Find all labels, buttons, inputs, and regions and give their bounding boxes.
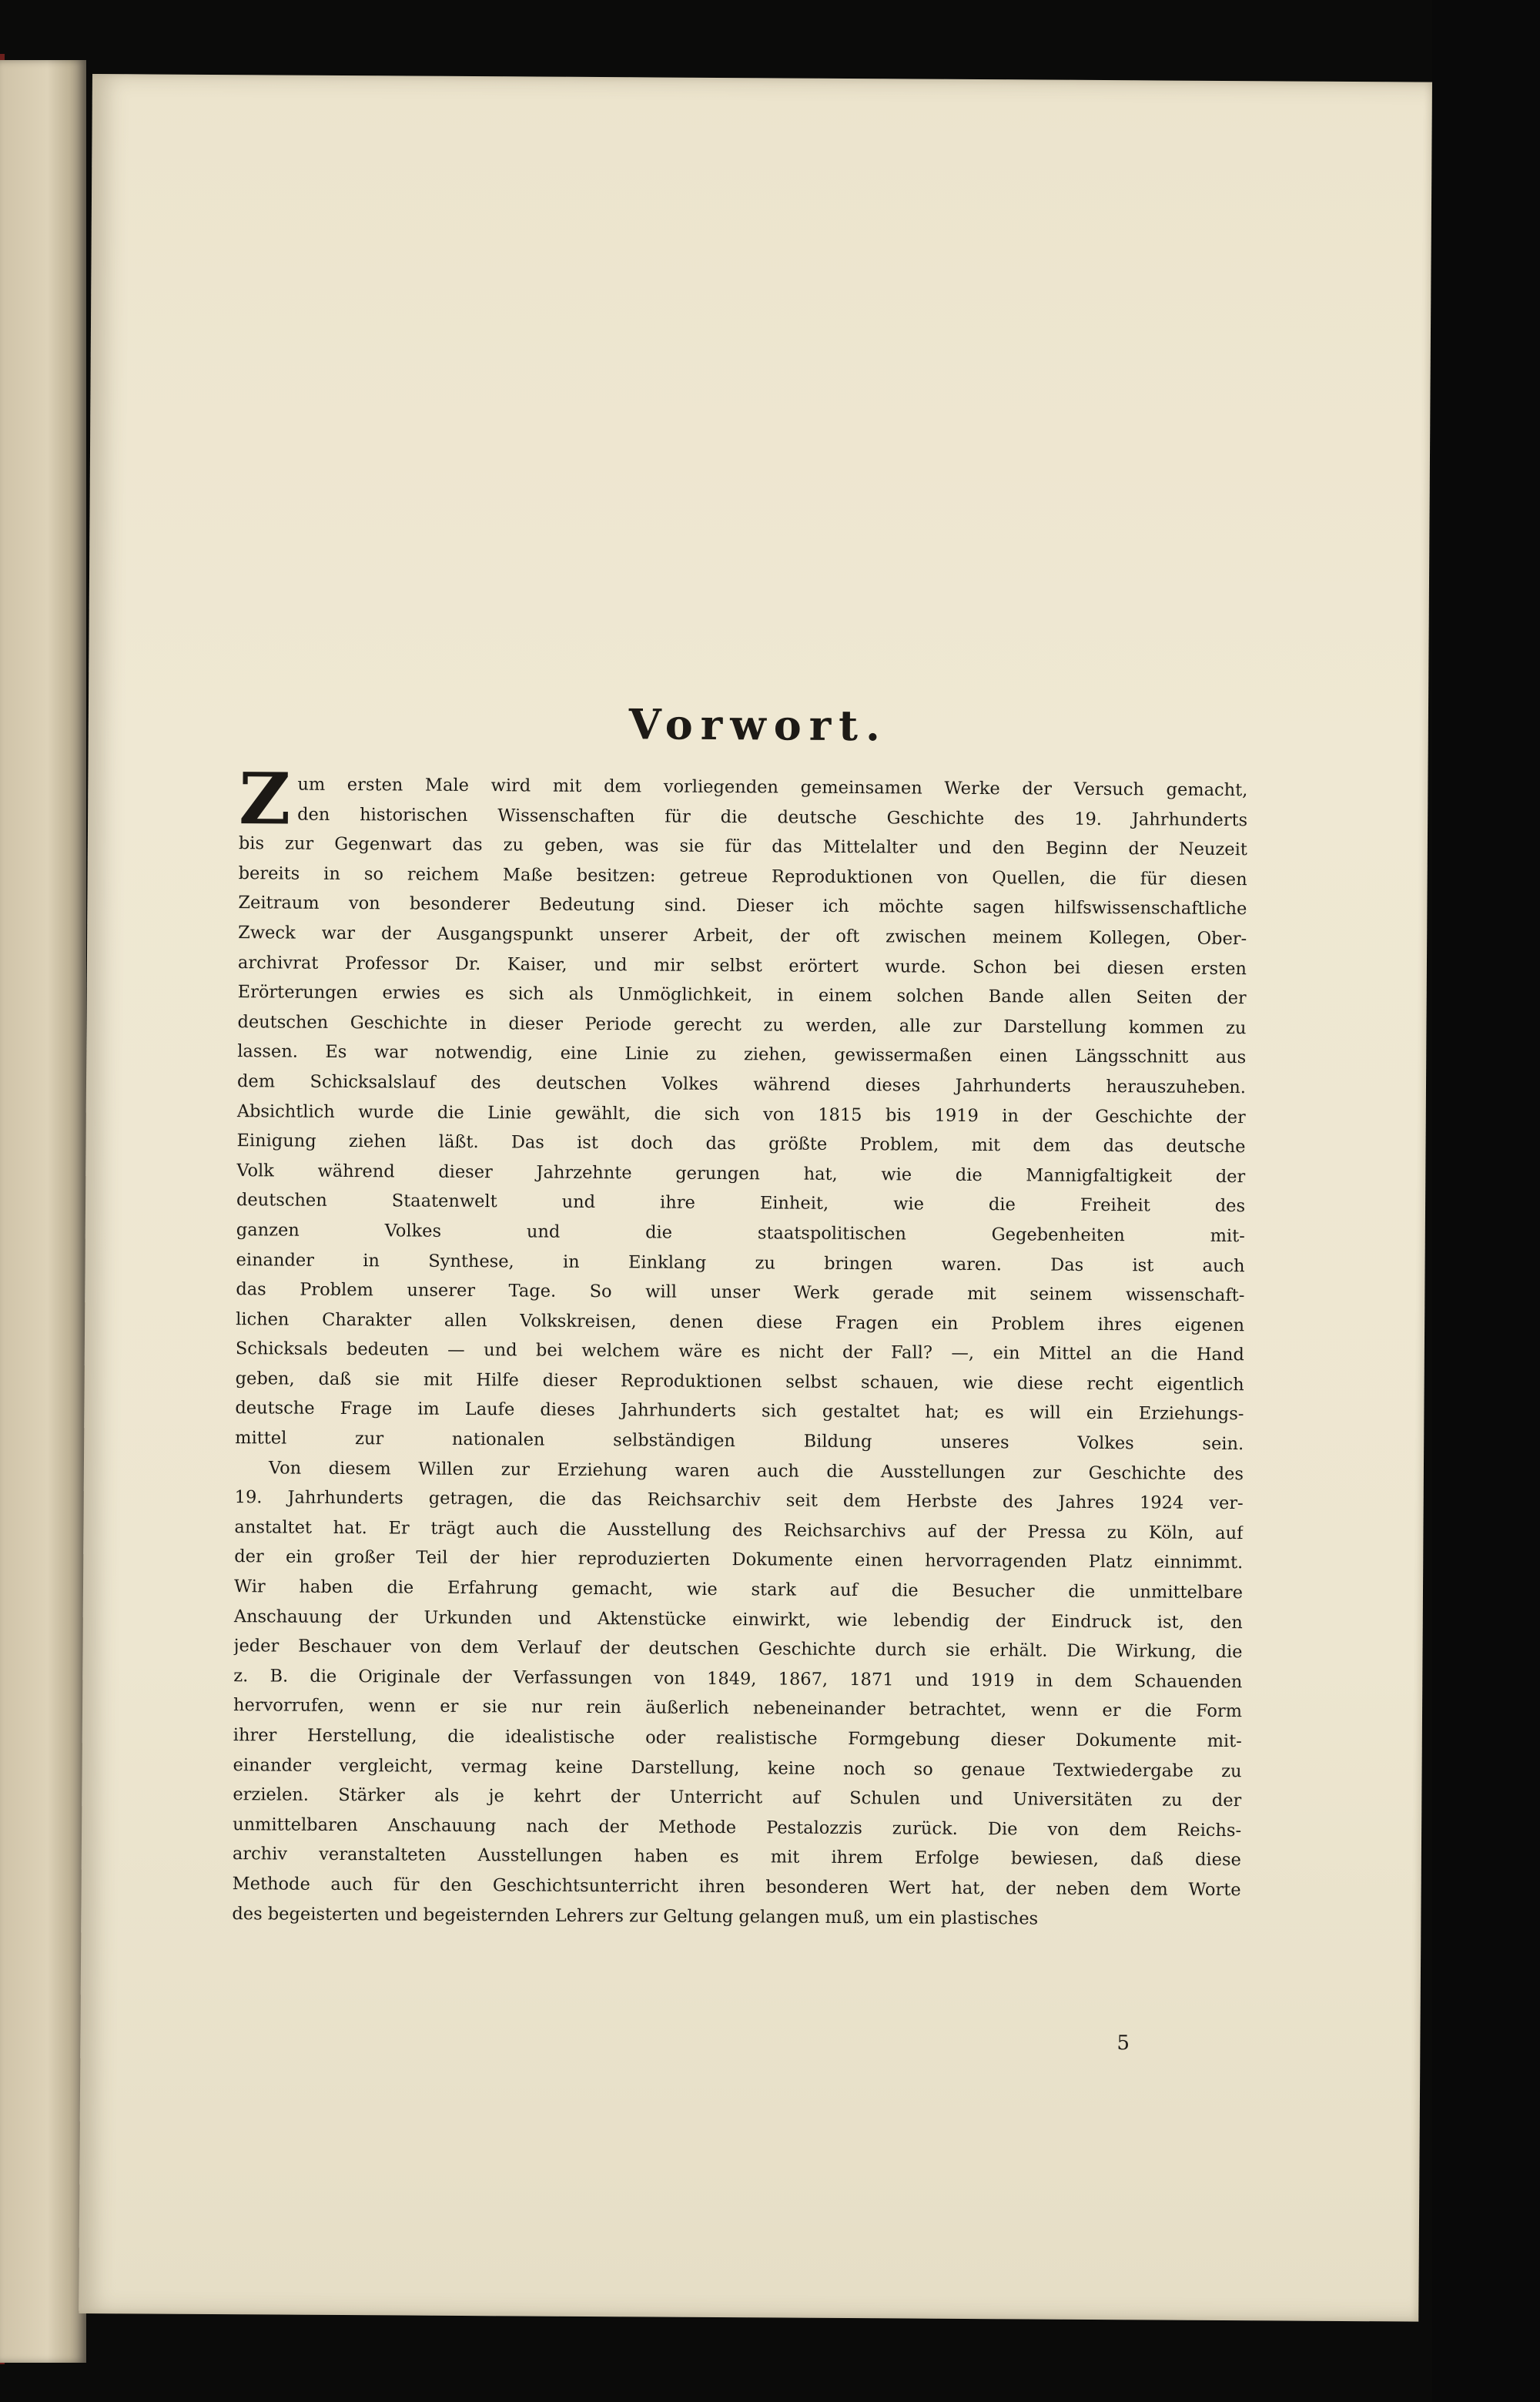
text-line: 19. Jahrhunderts getragen, die das Reichsarchiv seit dem Herbste des Jahres 1924 ver-: [234, 1487, 1244, 1514]
drop-cap: Z: [238, 757, 291, 841]
text-line: einander in Synthese, in Einklang zu bringen waren. Das ist auch: [236, 1249, 1245, 1276]
text-line: deutsche Frage im Laufe dieses Jahrhunderts sich gestaltet hat; es will ein Erziehungs-: [235, 1398, 1244, 1425]
text-line: anstaltet hat. Er trägt auch die Ausstellung des Reichsarchivs auf der Pressa zu Köln, auf: [234, 1517, 1244, 1544]
text-line: bis zur Gegenwart das zu geben, was sie für das Mittelalter und den Beginn der Neuzeit: [238, 833, 1247, 860]
body-text: [232, 757, 1248, 1935]
text-line: um ersten Male wird mit dem vorliegenden gemeinsamen Werke der Versuch gemacht,: [297, 774, 1248, 801]
text-line: archiv veranstalteten Ausstellungen haben es mit ihrem Erfolge bewiesen, daß diese: [232, 1844, 1241, 1871]
text-line: geben, daß sie mit Hilfe dieser Reproduktionen selbst schauen, wie diese recht eigentlich: [235, 1369, 1244, 1395]
text-line: den historischen Wissenschaften für die deutsche Geschichte des 19. Jahrhunderts: [297, 804, 1248, 830]
text-line: bereits in so reichem Maße besitzen: getreue Reproduktionen von Quellen, die für diesen: [238, 863, 1247, 889]
background-shadow: [1432, 0, 1540, 2402]
text-line: Einigung ziehen läßt. Das ist doch das größte Problem, mit dem das deutsche: [236, 1131, 1246, 1157]
text-line: einander vergleicht, vermag keine Darstellung, keine noch so genaue Textwiedergabe zu: [233, 1754, 1242, 1781]
text-line: lichen Charakter allen Volkskreisen, denen diese Fragen ein Problem ihres eigenen: [236, 1308, 1245, 1335]
text-line: deutschen Geschichte in dieser Periode gerecht zu werden, alle zur Darstellung kommen zu: [237, 1011, 1247, 1038]
text-line: Zweck war der Ausgangspunkt unserer Arbeit, der oft zwischen meinem Kollegen, Ober-: [238, 923, 1247, 950]
text-line: ganzen Volkes und die staatspolitischen Gegebenheiten mit-: [236, 1220, 1245, 1247]
text-line: unmittelbaren Anschauung nach der Methode Pestalozzis zurück. Die von dem Reichs-: [233, 1814, 1242, 1841]
page-number: 5: [1116, 2032, 1130, 2055]
text-line: Absichtlich wurde die Linie gewählt, die sich von 1815 bis 1919 in der Geschichte der: [236, 1100, 1246, 1127]
text-line: Methode auch für den Geschichtsunterricht ihren besonderen Wert hat, der neben dem Worte: [232, 1874, 1241, 1901]
text-line: jeder Beschauer von dem Verlauf der deutschen Geschichte durch sie erhält. Die Wirkung, die: [233, 1636, 1243, 1663]
text-line: Erörterungen erwies es sich als Unmöglichkeit, in einem solchen Bande allen Seiten der: [237, 982, 1247, 1009]
text-line: z. B. die Originale der Verfassungen von 1849, 1867, 1871 und 1919 in dem Schauenden: [233, 1665, 1243, 1692]
text-line: Wir haben die Erfahrung gemacht, wie stark auf die Besucher die unmittelbare: [233, 1576, 1244, 1603]
text-line: das Problem unserer Tage. So will unser Werk gerade mit seinem wissenschaft-: [236, 1279, 1245, 1306]
book-page: [79, 74, 1432, 2322]
adjacent-page-edge: [0, 60, 86, 2363]
page-title: Vorwort.: [628, 699, 889, 751]
text-line: archivrat Professor Dr. Kaiser, und mir selbst erörtert wurde. Schon bei diesen ersten: [237, 952, 1247, 979]
text-line: ihrer Herstellung, die idealistische oder realistische Formgebung dieser Dokumente mit-: [233, 1725, 1242, 1752]
text-line: mittel zur nationalen selbständigen Bildung unseres Volkes sein.: [235, 1428, 1244, 1455]
text-line: des begeisterten und begeisternden Lehrers zur Geltung gelangen muß, um ein plastisches: [232, 1903, 1039, 1929]
text-line: Schicksals bedeuten — und bei welchem wäre es nicht der Fall? —, ein Mittel an die Hand: [235, 1338, 1244, 1365]
text-line: Von diesem Willen zur Erziehung waren auch die Ausstellungen zur Geschichte des: [268, 1458, 1244, 1484]
text-line: erzielen. Stärker als je kehrt der Unterricht auf Schulen und Universitäten zu der: [233, 1784, 1242, 1811]
text-line: lassen. Es war notwendig, eine Linie zu ziehen, gewissermaßen einen Längsschnitt aus: [237, 1041, 1247, 1068]
text-line: Anschauung der Urkunden und Aktenstücke einwirkt, wie lebendig der Eindruck ist, den: [233, 1606, 1243, 1633]
text-line: deutschen Staatenwelt und ihre Einheit, wie die Freiheit des: [236, 1190, 1246, 1217]
text-line: Volk während dieser Jahrzehnte gerungen hat, wie die Mannigfaltigkeit der: [236, 1160, 1246, 1187]
text-line: hervorrufen, wenn er sie nur rein äußerlich nebeneinander betrachtet, wenn er die Form: [233, 1695, 1243, 1722]
text-line: der ein großer Teil der hier reproduzierten Dokumente einen hervorragenden Platz einnimmt.: [234, 1546, 1244, 1573]
text-line: dem Schicksalslauf des deutschen Volkes während dieses Jahrhunderts herauszuheben.: [236, 1071, 1247, 1098]
text-line: Zeitraum von besonderer Bedeutung sind. Dieser ich möchte sagen hilfswissenschaftliche: [238, 893, 1247, 920]
